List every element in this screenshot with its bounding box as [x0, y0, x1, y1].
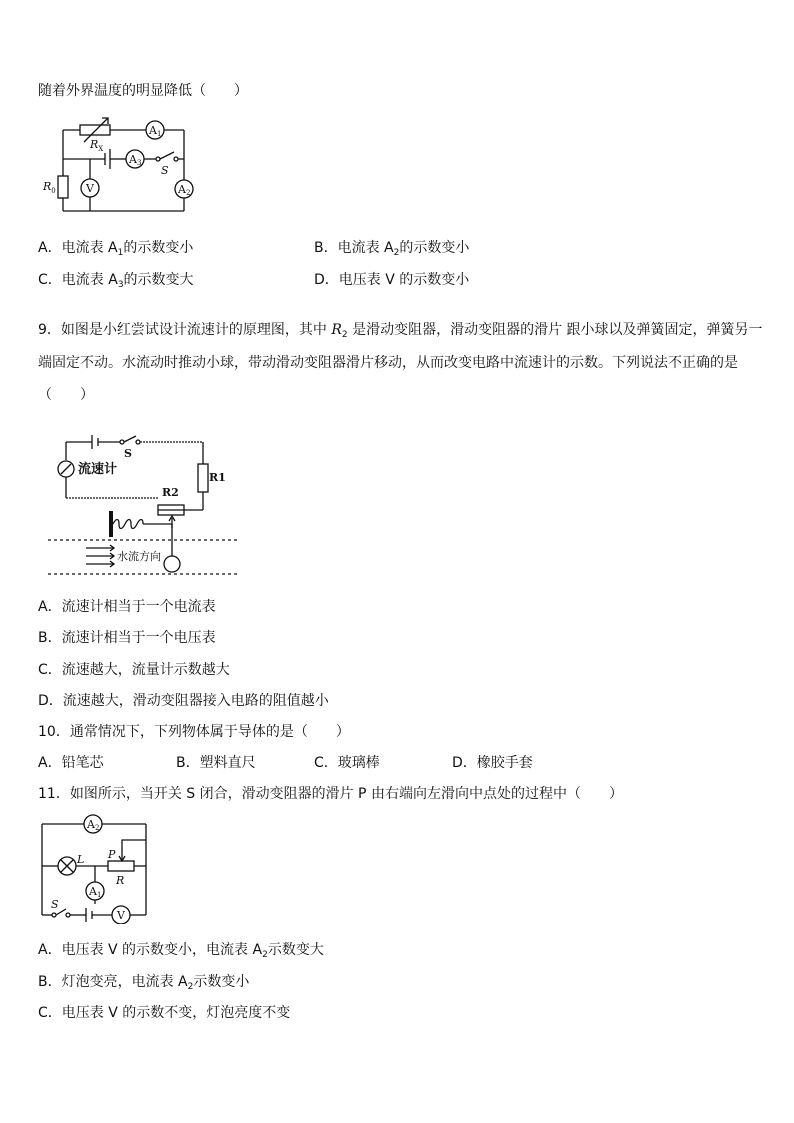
- a2-label: A2: [178, 183, 191, 197]
- q11-stem: 11．如图所示，当开关 S 闭合，滑动变阻器的滑片 P 由右端向左滑向中点处的过程中（ ）: [38, 786, 623, 802]
- q9-option-d: D．流速越大，滑动变阻器接入电路的阻值越小: [38, 693, 329, 709]
- meter-label: 流速计: [78, 462, 118, 477]
- p-label: P: [108, 848, 116, 861]
- q9-stem-line3: （ ）: [38, 387, 94, 403]
- r0-label: $R_0$: [43, 180, 56, 195]
- v-label: V: [117, 909, 125, 922]
- s-label: S: [51, 898, 59, 911]
- flow-label: 水流方向: [117, 550, 161, 563]
- l-label: L: [77, 853, 85, 866]
- a1-label: A1: [89, 885, 102, 899]
- q11-circuit-figure: [38, 812, 158, 924]
- q9-stem-line1: 9．如图是小红尝试设计流速计的原理图，其中 $R_2$ 是滑动变阻器，滑动变阻器的滑片 跟小球以及弹簧固定，弹簧另一: [38, 322, 763, 340]
- q11-option-b: B．灯泡变亮，电流表 $A_2$示数变小: [38, 974, 250, 992]
- q9-option-a: A．流速计相当于一个电流表: [38, 599, 216, 615]
- q8-stem: 随着外界温度的明显降低（ ）: [38, 83, 248, 99]
- a1-label: A1: [149, 124, 162, 138]
- q8-option-b: B．电流表 $A_2$的示数变小: [314, 240, 470, 258]
- q11-option-a: A．电压表 V 的示数变小，电流表 $A_2$示数变大: [38, 942, 324, 960]
- q9-flowmeter-figure: [38, 428, 238, 578]
- q9-option-c: C．流速越大，流量计示数越大: [38, 662, 230, 678]
- q10-option-a: A．铅笔芯: [38, 755, 104, 771]
- a3-label: A3: [129, 153, 142, 167]
- q8-option-a: A．电流表 $A_1$的示数变小: [38, 240, 194, 258]
- q10-stem: 10．通常情况下，下列物体属于导体的是（ ）: [38, 724, 350, 740]
- r-label: R: [116, 874, 125, 887]
- q9-option-b: B．流速计相当于一个电压表: [38, 630, 216, 646]
- r1-label: R1: [209, 471, 226, 484]
- v-label: V: [86, 182, 94, 195]
- q9-stem-line2: 端固定不动。水流动时推动小球，带动滑动变阻器滑片移动，从而改变电路中流速计的示数。下列说法不正确的是: [38, 355, 738, 371]
- q10-option-c: C．玻璃棒: [314, 755, 380, 771]
- q8-option-d: D．电压表 V 的示数变小: [314, 272, 470, 288]
- rx-label: $R_X$: [90, 138, 104, 153]
- s-label: S: [124, 447, 132, 460]
- q10-option-d: D．橡胶手套: [452, 755, 533, 771]
- q10-option-b: B．塑料直尺: [176, 755, 256, 771]
- a2-label: A2: [87, 818, 100, 832]
- q8-circuit-figure: [38, 112, 208, 214]
- r2-label: R2: [162, 486, 179, 499]
- s-label: S: [161, 164, 169, 177]
- q8-option-c: C．电流表 $A_3$的示数变大: [38, 272, 194, 290]
- q11-option-c: C．电压表 V 的示数不变，灯泡亮度不变: [38, 1005, 291, 1021]
